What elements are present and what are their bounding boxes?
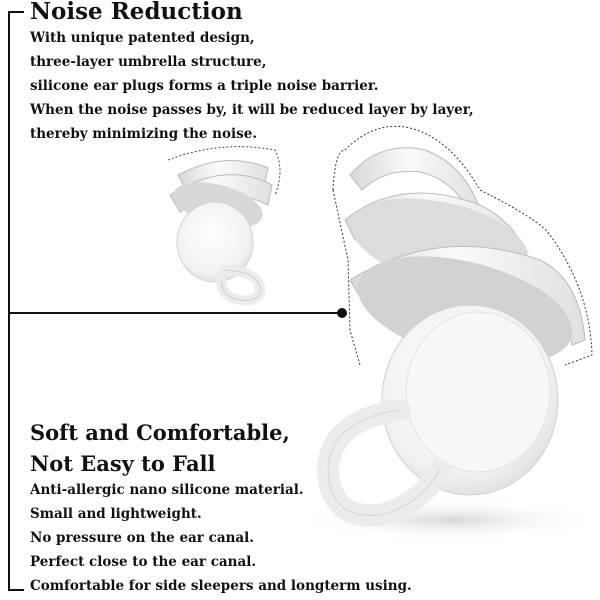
bracket-bottom-tick bbox=[8, 589, 24, 591]
noise-line: When the noise passes by, it will be reduced layer by layer, bbox=[30, 102, 474, 118]
bracket-vertical-line bbox=[8, 11, 10, 591]
noise-line: thereby minimizing the noise. bbox=[30, 126, 258, 142]
noise-line: silicone ear plugs forms a triple noise barrier. bbox=[30, 78, 379, 94]
noise-line: three-layer umbrella structure, bbox=[30, 54, 267, 70]
comfort-line: Anti-allergic nano silicone material. bbox=[30, 482, 304, 498]
noise-reduction-text bbox=[30, 26, 474, 146]
noise-line: With unique patented design, bbox=[30, 30, 255, 46]
pointer-line bbox=[8, 312, 342, 314]
comfort-title-line2: Not Easy to Fall bbox=[30, 451, 216, 476]
noise-reduction-title: Noise Reduction bbox=[30, 0, 243, 25]
small-ear-plug bbox=[168, 147, 280, 301]
comfort-text bbox=[30, 478, 412, 598]
bracket-top-tick bbox=[8, 11, 24, 13]
comfort-line: No pressure on the ear canal. bbox=[30, 530, 254, 546]
comfort-line: Comfortable for side sleepers and longterm using. bbox=[30, 578, 412, 594]
comfort-line: Small and lightweight. bbox=[30, 506, 202, 522]
pointer-dot bbox=[337, 308, 347, 318]
comfort-line: Perfect close to the ear canal. bbox=[30, 554, 257, 570]
comfort-title-line1: Soft and Comfortable, bbox=[30, 420, 290, 445]
